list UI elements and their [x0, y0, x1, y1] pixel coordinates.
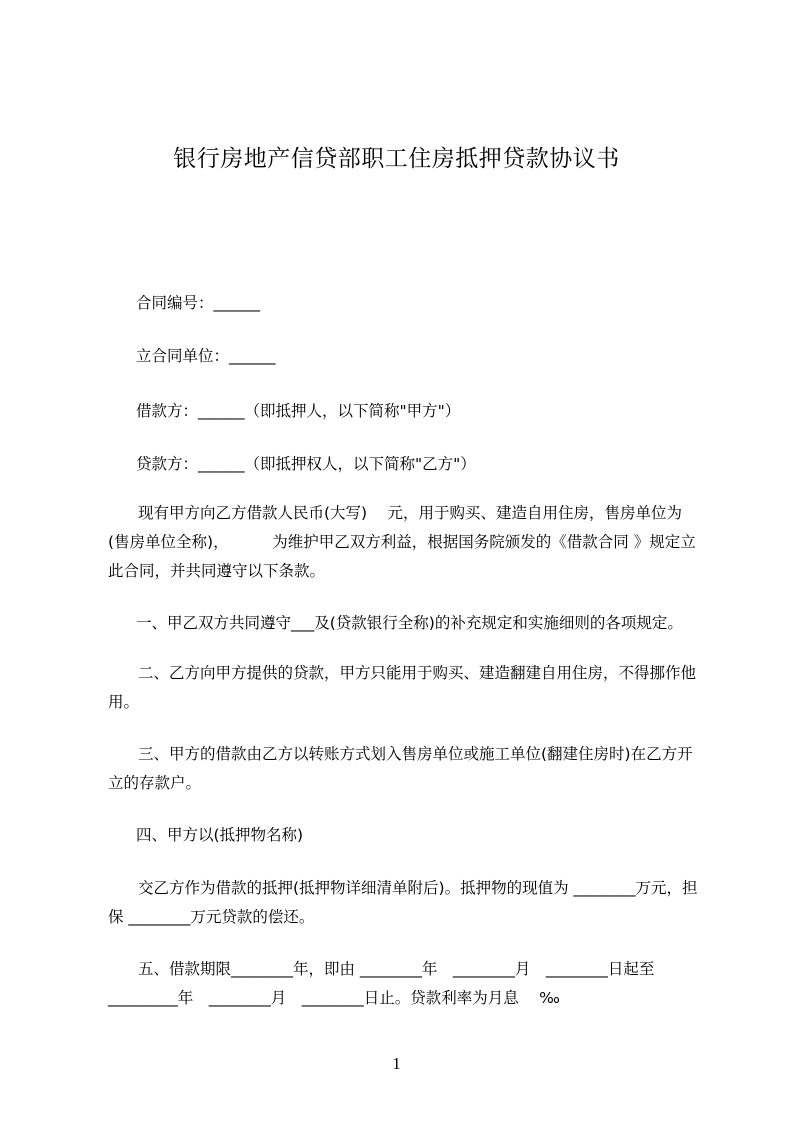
document-title: 银行房地产信贷部职工住房抵押贷款协议书	[173, 146, 620, 172]
page-number: 1	[392, 1054, 401, 1073]
clause-4-continued: 交乙方作为借款的抵押(抵押物详细清单附后)。抵押物的现值为 ________万元，担保 ________万元贷款的偿还。	[108, 879, 698, 926]
clause-5: 五、借款期限________年，即由 ________年 ________月 ________日起至 _________年 ________月 ________日止。贷款利率为月息 ‰	[108, 960, 670, 1007]
contract-unit-line: 立合同单位：______	[136, 347, 276, 365]
contract-number-line: 合同编号：______	[136, 294, 261, 312]
clause-1: 一、甲乙双方共同遵守___及(贷款银行全称)的补充规定和实施细则的各项规定。	[136, 614, 683, 632]
lender-line: 贷款方：______（即抵押权人，以下简称"乙方"）	[136, 455, 476, 473]
clause-2: 二、乙方向甲方提供的贷款，甲方只能用于购买、建造翻建自用住房，不得挪作他用。	[108, 664, 697, 711]
intro-paragraph: 现有甲方向乙方借款人民币(大写) 元，用于购买、建造自用住房，售房单位为(售房单位全称)， 为维护甲乙双方利益，根据国务院颁发的《借款合同 》规定立此合同，并共同遵守以下条款。	[108, 504, 696, 580]
clause-4: 四、甲方以(抵押物名称)	[136, 826, 304, 844]
borrower-line: 借款方：______（即抵押人，以下简称"甲方"）	[136, 402, 461, 420]
clause-3: 三、甲方的借款由乙方以转账方式划入售房单位或施工单位(翻建住房时)在乙方开立的存款户。	[108, 745, 693, 792]
